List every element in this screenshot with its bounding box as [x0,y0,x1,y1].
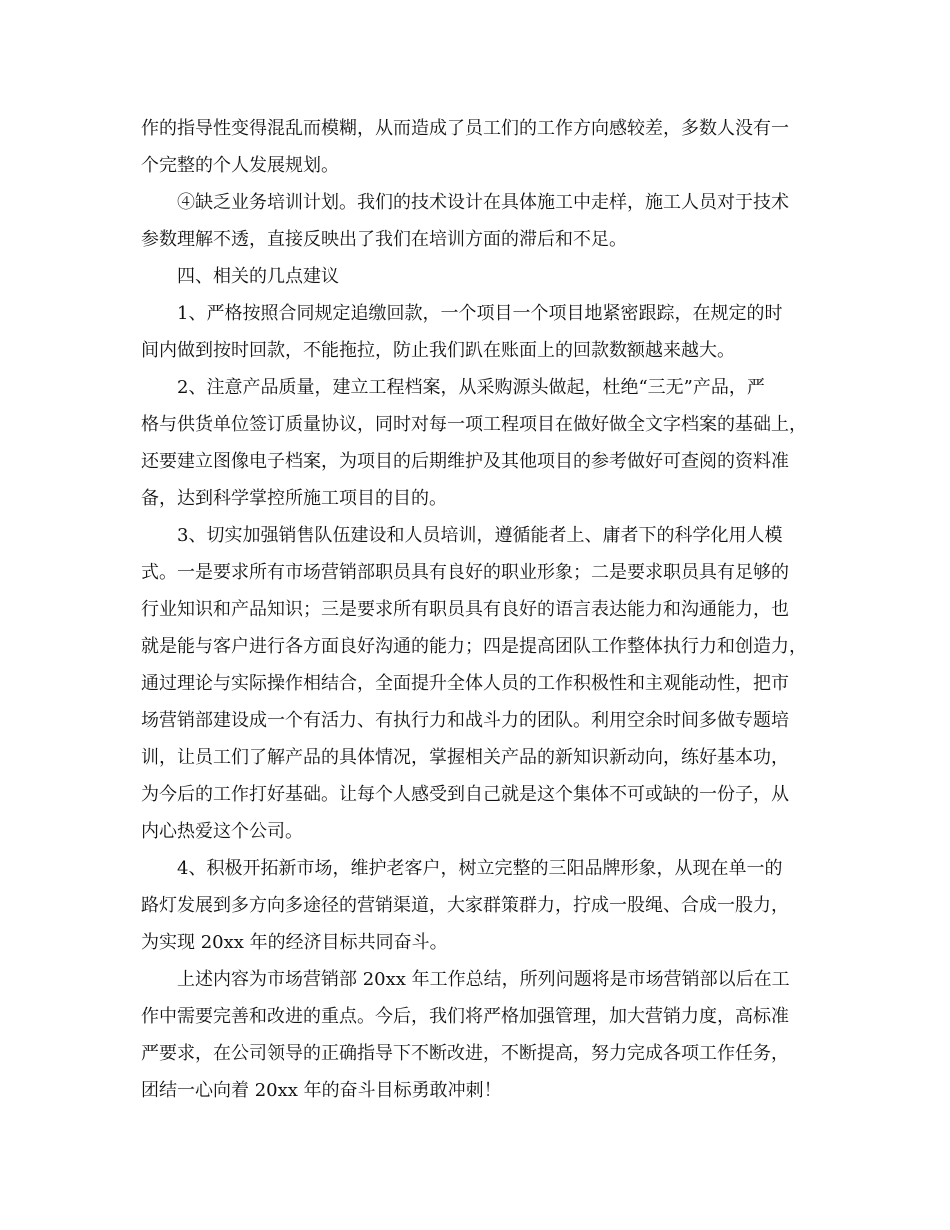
text-line: 通过理论与实际操作相结合，全面提升全体人员的工作积极性和主观能动性，把市 [141,673,789,694]
text-line: 2、注意产品质量，建立工程档案，从采购源头做起，杜绝“三无”产品，严 [177,377,765,398]
text-line: 格与供货单位签订质量协议，同时对每一项工程项目在做好做全文字档案的基础上， [141,414,807,435]
text-line: 场营销部建设成一个有活力、有执行力和战斗力的团队。利用空余时间多做专题培 [141,710,789,731]
text-line: 作的指导性变得混乱而模糊，从而造成了员工们的工作方向感较差，多数人没有一 [141,118,789,139]
text-line: ④缺乏业务培训计划。我们的技术设计在具体施工中走样，施工人员对于技术 [177,192,789,213]
text-line: 式。一是要求所有市场营销部职员具有良好的职业形象；二是要求职员具有足够的 [141,562,789,583]
text-line: 4、积极开拓新市场，维护老客户，树立完整的三阳品牌形象，从现在单一的 [177,858,783,879]
text-line: 训，让员工们了解产品的具体情况，掌握相关产品的新知识新动向，练好基本功， [141,747,789,768]
text-line: 严要求，在公司领导的正确指导下不断改进，不断提高，努力完成各项工作任务， [141,1043,789,1064]
text-line: 上述内容为市场营销部 20xx 年工作总结，所列问题将是市场营销部以后在工 [177,969,790,990]
document-body [141,110,826,1109]
text-line: 四、相关的几点建议 [177,266,339,287]
text-line: 3、切实加强销售队伍建设和人员培训，遵循能者上、庸者下的科学化用人模 [177,525,783,546]
text-line: 个完整的个人发展规划。 [141,155,339,176]
text-line: 为实现 20xx 年的经济目标共同奋斗。 [141,932,448,953]
text-line: 路灯发展到多方向多途径的营销渠道，大家群策群力，拧成一股绳、合成一股力， [141,895,789,916]
text-line: 为今后的工作打好基础。让每个人感受到自己就是这个集体不可或缺的一份子，从 [141,784,789,805]
text-line: 就是能与客户进行各方面良好沟通的能力；四是提高团队工作整体执行力和创造力， [141,636,807,657]
text-line: 参数理解不透，直接反映出了我们在培训方面的滞后和不足。 [141,229,627,250]
text-line: 作中需要完善和改进的重点。今后，我们将严格加强管理，加大营销力度，高标准 [141,1006,789,1027]
text-line: 备，达到科学掌控所施工项目的目的。 [141,488,447,509]
text-line: 内心热爱这个公司。 [141,821,303,842]
text-line: 还要建立图像电子档案，为项目的后期维护及其他项目的参考做好可查阅的资料准 [141,451,789,472]
text-line: 1、严格按照合同规定追缴回款，一个项目一个项目地紧密跟踪，在规定的时 [177,303,783,324]
text-line: 团结一心向着 20xx 年的奋斗目标勇敢冲刺！ [141,1080,502,1101]
text-line: 行业知识和产品知识；三是要求所有职员具有良好的语言表达能力和沟通能力，也 [141,599,789,620]
text-line: 间内做到按时回款，不能拖拉，防止我们趴在账面上的回款数额越来越大。 [141,340,735,361]
